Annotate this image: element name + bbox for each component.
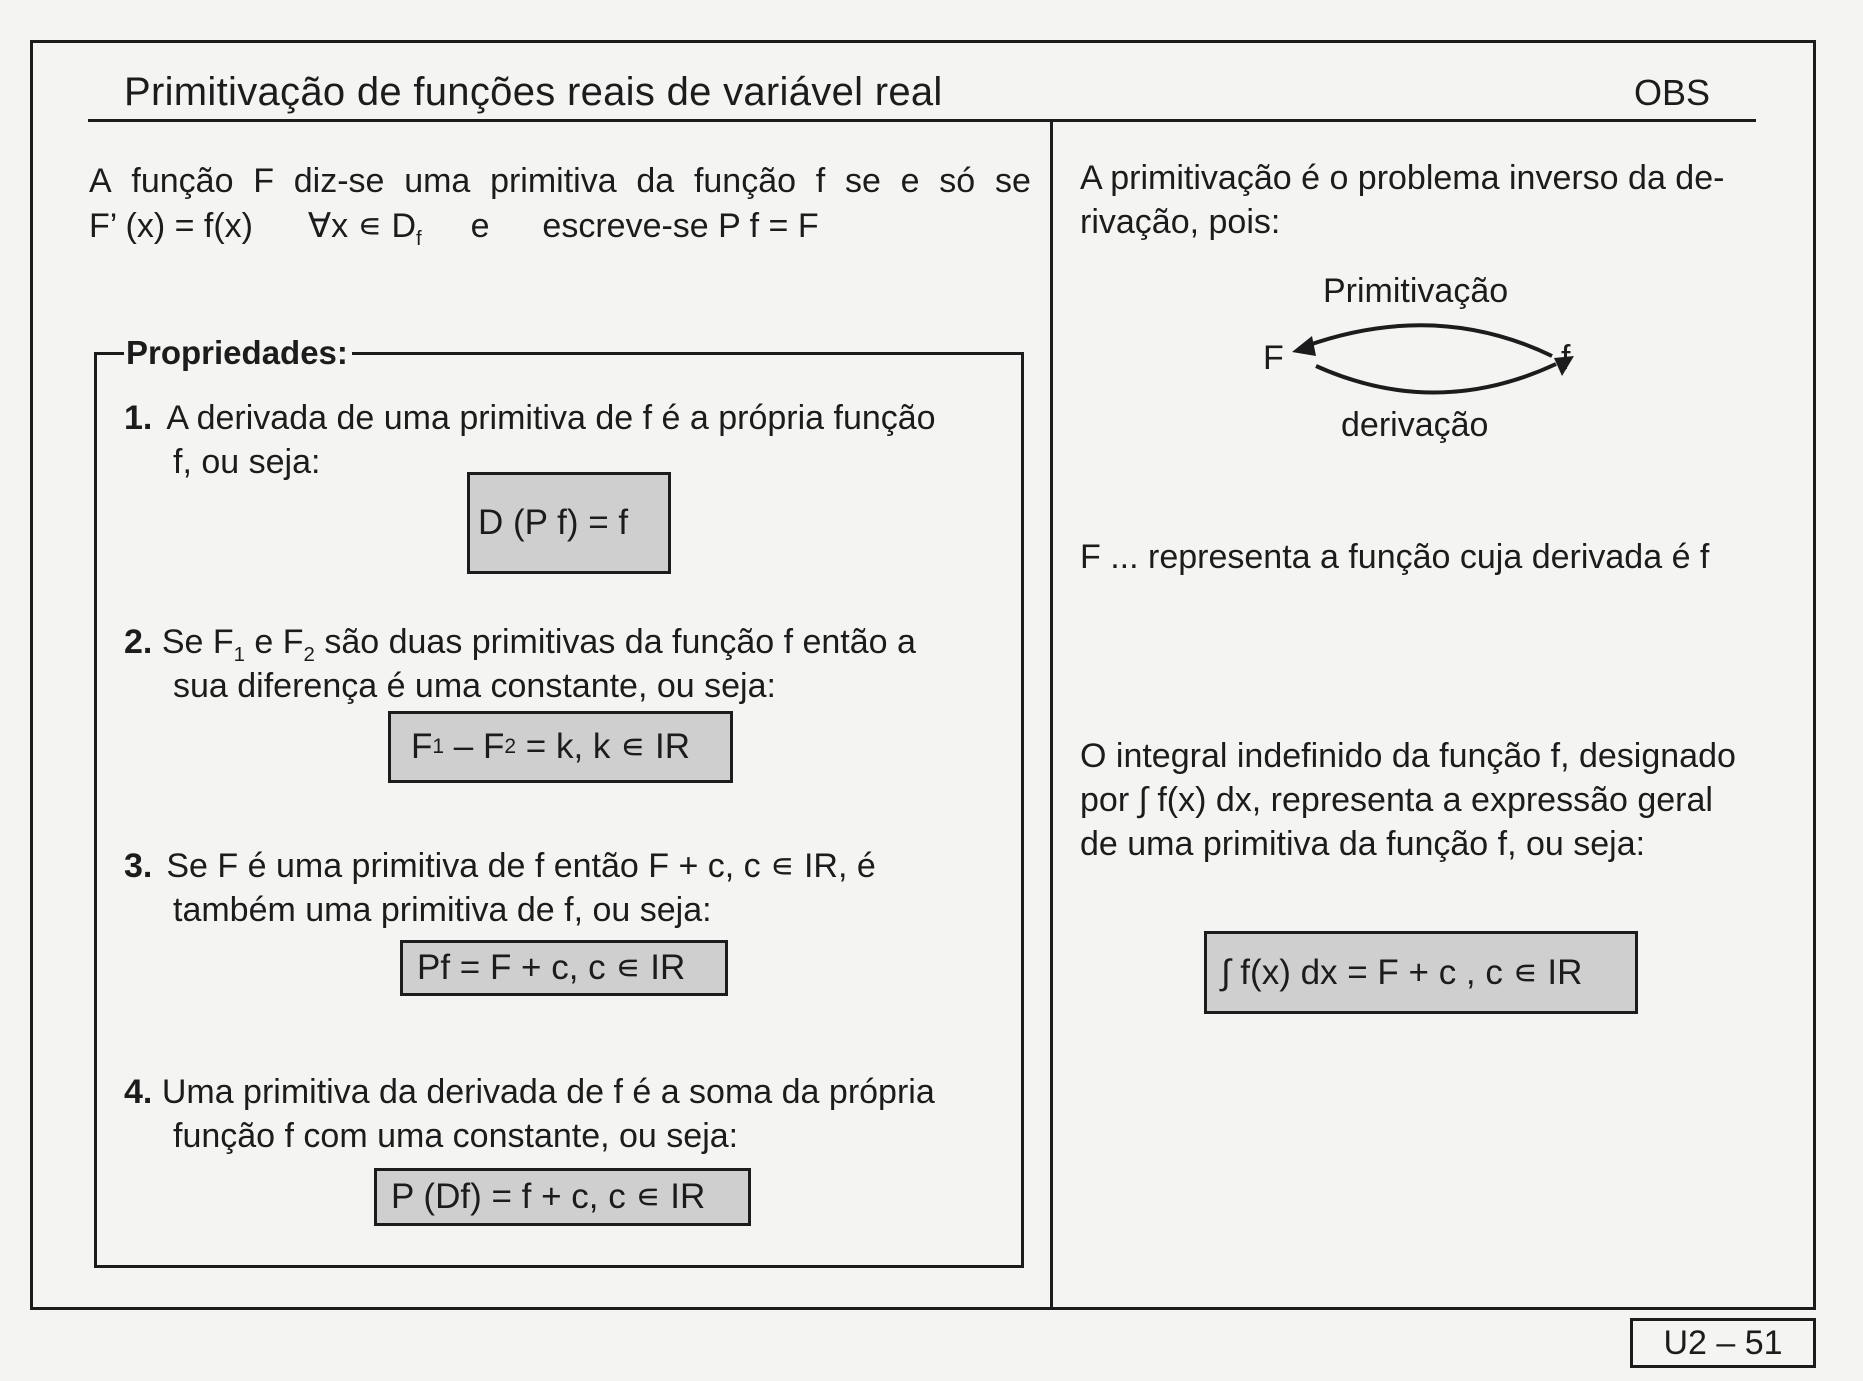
definition-line-2 <box>89 204 819 261</box>
page-number: U2 – 51 <box>1630 1318 1816 1368</box>
definition-word: só <box>939 162 976 200</box>
definition-word: função <box>693 162 797 200</box>
definition-forall: ∀x ∊ D <box>307 207 417 245</box>
intro-line-2: rivação, pois: <box>1080 203 1281 241</box>
definition-word: A <box>89 162 112 200</box>
column-divider <box>1050 121 1053 1310</box>
integral-line-3: de uma primitiva da função f, ou seja: <box>1080 825 1646 863</box>
header-rule <box>88 119 1756 122</box>
diagram-bottom-label: derivação <box>1341 406 1489 444</box>
definition-word: se <box>844 162 881 200</box>
definition-notation: escreve-se P f = F <box>542 207 819 245</box>
formula-2-part-c: = k, k ∊ IR <box>516 727 690 766</box>
definition-word: diz-se <box>293 162 385 200</box>
definition-word: primitiva <box>490 162 617 200</box>
definition-word: F <box>253 162 275 200</box>
diagram-top-label: Primitivação <box>1323 272 1509 310</box>
properties-title: Propriedades: <box>124 334 352 372</box>
property-1-line-2: f, ou seja: <box>173 443 321 481</box>
page-title: Primitivação de funções reais de variável real <box>124 70 943 114</box>
definition-word: uma <box>404 162 471 200</box>
definition-connector: e <box>470 207 490 245</box>
definition-lhs: F’ (x) = f(x) <box>89 207 253 245</box>
upper-arc <box>1306 325 1552 356</box>
property-4-line-1 <box>124 1070 935 1114</box>
property-2-text-b: e F <box>244 623 304 661</box>
lower-arc <box>1316 364 1556 393</box>
property-3-number: 3. <box>124 847 153 885</box>
property-1-text: A derivada de uma primitiva de f é a própria função <box>166 399 936 437</box>
property-3-formula: Pf = F + c, c ∊ IR <box>400 940 728 996</box>
property-2-line-2: sua diferença é uma constante, ou seja: <box>173 667 776 705</box>
property-4-text: Uma primitiva da derivada de f é a soma da própria <box>161 1073 935 1111</box>
property-4-number: 4. <box>124 1073 153 1111</box>
definition-word: da <box>636 162 675 200</box>
arrow-head-right <box>1554 356 1574 376</box>
definition-word: função <box>131 162 234 200</box>
property-2-formula <box>388 711 733 783</box>
property-4-formula: P (Df) = f + c, c ∊ IR <box>374 1168 751 1226</box>
property-1-number: 1. <box>124 399 153 437</box>
domain-subscript: f <box>416 227 422 250</box>
diagram-node-F: F <box>1263 339 1284 377</box>
property-2-text-a: Se F <box>161 623 234 661</box>
represents-text: F ... representa a função cuja derivada é f <box>1080 538 1710 576</box>
formula-2-part-a: F <box>411 727 433 766</box>
integral-line-1: O integral indefinido da função f, designado <box>1080 737 1736 775</box>
formula-2-part-b: – F <box>444 727 505 766</box>
subscript-2: 2 <box>303 643 315 666</box>
property-1-formula: D (P f) = f <box>467 472 671 574</box>
property-4-line-2: função f com uma constante, ou seja: <box>173 1117 739 1155</box>
integral-formula: ∫ f(x) dx = F + c , c ∊ IR <box>1204 931 1638 1014</box>
property-3-line-1 <box>124 844 996 888</box>
property-2-text-c: são duas primitivas da função f então a <box>314 623 916 661</box>
property-1-line-1 <box>124 396 996 440</box>
definition-line-1 <box>89 159 1031 203</box>
integral-line-2: por ∫ f(x) dx, representa a expressão geral <box>1080 781 1713 819</box>
formula-2-subscript-1: 1 <box>432 735 445 758</box>
property-3-text: Se F é uma primitiva de f então F + c, c ∊ IR, é <box>166 847 876 885</box>
intro-line-1: A primitivação é o problema inverso da de- <box>1080 159 1725 197</box>
diagram-arrows <box>1286 310 1586 410</box>
obs-label: OBS <box>1634 72 1711 113</box>
definition-word: f <box>815 162 826 200</box>
property-3-line-2: também uma primitiva de f, ou seja: <box>173 891 712 929</box>
definition-word: se <box>994 162 1031 200</box>
definition-word: e <box>900 162 920 200</box>
property-2-number: 2. <box>124 623 153 661</box>
subscript-1: 1 <box>233 643 245 666</box>
formula-2-subscript-2: 2 <box>504 735 517 758</box>
arrow-head-left <box>1292 336 1316 356</box>
